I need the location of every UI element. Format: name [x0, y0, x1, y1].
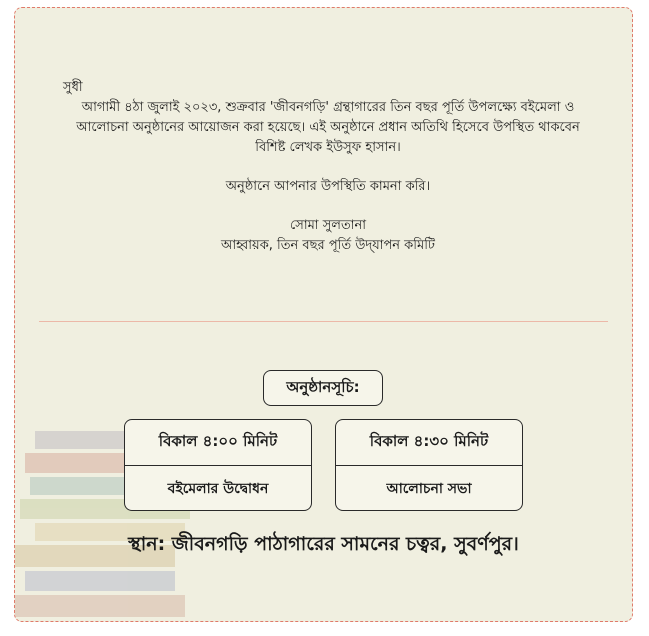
request-line: অনুষ্ঠানে আপনার উপস্থিতি কামনা করি।	[225, 179, 431, 194]
venue-line: স্থান: জীবনগড়ি পাঠাগারের সামনের চত্বর, সুবর্ণপুর।	[128, 533, 519, 555]
slot-event: বইমেলার উদ্বোধন	[167, 480, 269, 497]
section-divider	[39, 321, 608, 322]
schedule-title: অনুষ্ঠানসূচি:	[263, 370, 383, 406]
invitation-paragraph	[63, 98, 593, 158]
letter-body	[63, 78, 593, 256]
slot-time: বিকাল ৪:০০ মিনিট	[125, 420, 311, 466]
schedule-slot	[124, 419, 312, 511]
invitation-card	[14, 7, 633, 622]
signature-block	[63, 216, 593, 256]
schedule-slot	[335, 419, 523, 511]
signer-name: সোমা সুলতানা	[289, 218, 367, 233]
slot-time: বিকাল ৪:৩০ মিনিট	[336, 420, 522, 466]
salutation: সুধী	[63, 80, 83, 95]
slot-event: আলোচনা সভা	[386, 480, 472, 497]
body-line: আলোচনা অনুষ্ঠানের আয়োজন করা হয়েছে। এই অনুষ্ঠানে প্রধান অতিথি হিসেবে উপস্থিত থাকবেন	[76, 120, 580, 135]
signer-title: আহ্বায়ক, তিন বছর পূর্তি উদ্‌যাপন কমিটি	[220, 238, 436, 253]
body-line: আগামী ৪ঠা জুলাই ২০২৩, শুক্রবার 'জীবনগড়ি' গ্রন্থাগারের তিন বছর পূর্তি উপলক্ষ্যে বইমেলা ও	[81, 100, 575, 115]
body-line: বিশিষ্ট লেখক ইউসুফ হাসান।	[255, 140, 401, 155]
